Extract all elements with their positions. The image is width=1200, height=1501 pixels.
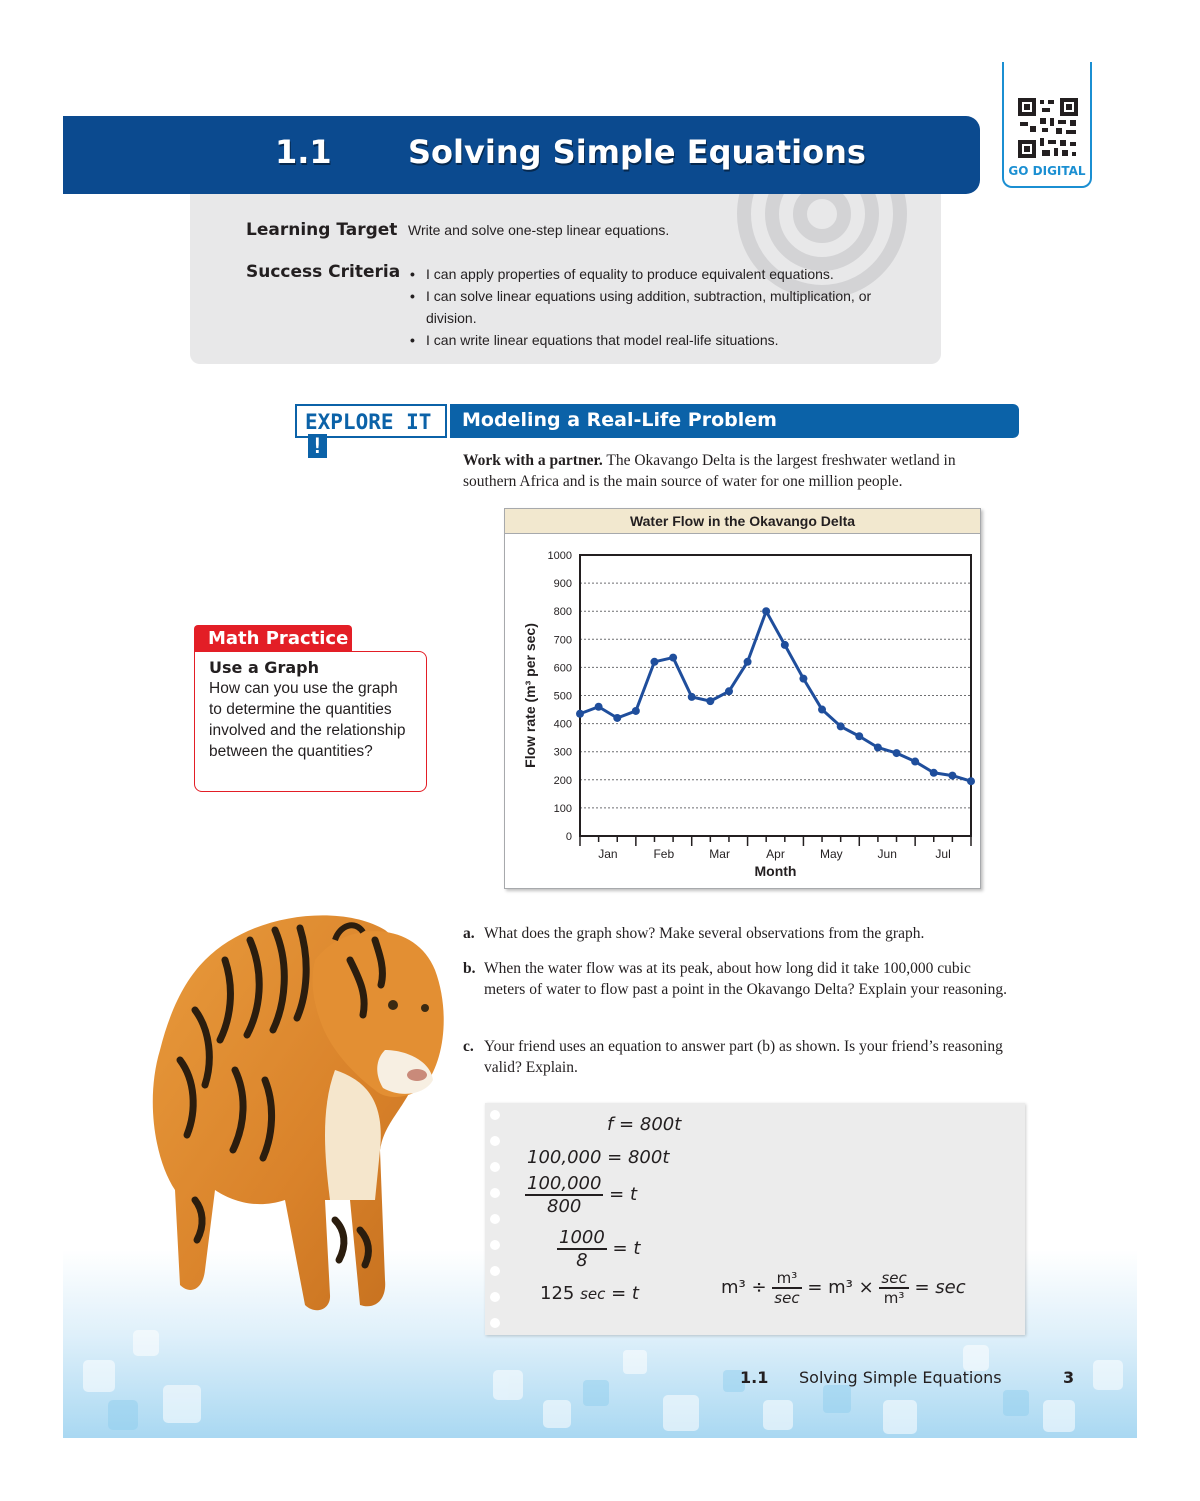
x-tick-label: Jun: [877, 847, 897, 861]
denominator: 800: [547, 1196, 582, 1217]
numerator: 100,000: [527, 1173, 602, 1194]
data-point: [762, 607, 770, 615]
equals-t: = t: [612, 1238, 641, 1259]
unit-sec: sec: [580, 1285, 606, 1303]
units-mid: = m³ ×: [807, 1277, 874, 1298]
x-tick-label: Jan: [598, 847, 618, 861]
question-letter: a.: [463, 925, 475, 942]
equals-t: = t: [609, 1184, 638, 1205]
explore-title: Modeling a Real-Life Problem: [450, 404, 1019, 438]
x-tick-label: May: [820, 847, 843, 861]
y-tick-label: 500: [553, 690, 572, 703]
data-point: [744, 658, 752, 666]
unit-analysis: [721, 1269, 966, 1307]
x-tick-label: Mar: [709, 847, 730, 861]
question-text: What does the graph show? Make several observations from the graph.: [484, 925, 925, 942]
data-point: [874, 743, 882, 751]
learning-target-label: Learning Target: [246, 220, 398, 240]
qr-code-icon: [1018, 98, 1078, 158]
go-digital-tab[interactable]: [1002, 62, 1092, 188]
friend-work-notepad: [485, 1103, 1025, 1335]
tiger-image: [135, 900, 455, 1340]
exclamation-icon: !: [308, 434, 327, 458]
explore-intro: [463, 450, 1011, 492]
numerator: sec: [881, 1269, 907, 1287]
y-tick-label: 1000: [547, 550, 572, 562]
question-a: [463, 923, 1023, 944]
explore-it-label: [295, 404, 447, 458]
data-point: [855, 732, 863, 740]
question-c: [463, 1036, 1013, 1078]
units-start: m³ ÷: [721, 1277, 767, 1298]
question-b: [463, 958, 1008, 1000]
data-point: [595, 703, 603, 711]
numerator: 1000: [559, 1227, 605, 1248]
fraction: [525, 1173, 603, 1217]
data-point: [799, 675, 807, 683]
equation-line-1: f = 800t: [607, 1114, 682, 1135]
y-tick-label: 100: [553, 802, 572, 815]
series-line: [580, 611, 971, 781]
y-tick-label: 900: [553, 578, 572, 591]
footer-title: Solving Simple Equations: [799, 1368, 1002, 1387]
data-point: [781, 641, 789, 649]
data-point: [632, 707, 640, 715]
y-tick-label: 700: [553, 634, 572, 647]
math-practice-box: [194, 651, 427, 792]
math-practice-text: How can you use the graph to determine the quantities involved and the relationship between the quantities?: [209, 680, 406, 760]
section-number: 1.1: [275, 133, 332, 171]
section-title: Solving Simple Equations: [408, 133, 866, 171]
chart-plot: [505, 509, 982, 890]
question-text: Your friend uses an equation to answer part (b) as shown. Is your friend’s reasoning valid? Explain.: [484, 1038, 1003, 1076]
binder-holes: [485, 1103, 505, 1335]
question-letter: c.: [463, 1038, 474, 1055]
data-point: [911, 758, 919, 766]
equation-line-2: 100,000 = 800t: [527, 1147, 670, 1168]
x-tick-label: Feb: [653, 847, 675, 861]
go-digital-label: GO DIGITAL: [1008, 164, 1086, 178]
page-number: 3: [1063, 1368, 1075, 1387]
equation-line-3: [525, 1173, 637, 1217]
learning-target-box: [190, 194, 941, 364]
value-125: 125: [540, 1283, 575, 1304]
data-point: [576, 710, 584, 718]
section-header: [63, 116, 980, 194]
denominator: 8: [576, 1250, 588, 1271]
data-point: [893, 749, 901, 757]
data-point: [967, 777, 975, 785]
data-point: [706, 697, 714, 705]
x-axis-label: Month: [754, 863, 797, 879]
intro-bold: Work with a partner.: [463, 452, 603, 469]
success-criterion: • I can solve linear equations using addition, subtraction, multiplication, or division.: [408, 285, 888, 329]
x-tick-label: Apr: [766, 847, 785, 861]
denominator: m³: [883, 1289, 905, 1307]
y-tick-label: 600: [553, 662, 572, 675]
x-tick-label: Jul: [935, 847, 951, 861]
fraction: [772, 1269, 801, 1307]
data-point: [818, 706, 826, 714]
equation-line-5: [540, 1283, 639, 1304]
success-criteria-label: Success Criteria: [246, 262, 401, 282]
fraction: [557, 1227, 607, 1271]
units-end: = sec: [914, 1277, 966, 1298]
equals-t: = t: [611, 1283, 639, 1304]
question-letter: b.: [463, 960, 476, 977]
y-tick-label: 400: [553, 718, 572, 731]
data-point: [669, 654, 677, 662]
equation-line-4: [557, 1227, 640, 1271]
data-point: [688, 693, 696, 701]
y-tick-label: 200: [553, 774, 572, 787]
y-tick-label: 300: [553, 746, 572, 759]
chart-title: Water Flow in the Okavango Delta: [505, 509, 980, 534]
question-text: When the water flow was at its peak, about how long did it take 100,000 cubic meters of water to flow past a point in the Okavango Delta? Explain your reasoning.: [484, 960, 1007, 998]
footer-section-number: 1.1: [740, 1368, 769, 1387]
math-practice-heading: Use a Graph: [209, 658, 319, 677]
data-point: [613, 714, 621, 722]
data-point: [650, 658, 658, 666]
fraction: [879, 1269, 908, 1307]
y-tick-label: 800: [553, 606, 572, 619]
explore-it-text: EXPLORE IT: [305, 410, 432, 434]
denominator: sec: [774, 1289, 800, 1307]
y-axis-label: Flow rate (m³ per sec): [522, 623, 538, 768]
numerator: m³: [772, 1269, 801, 1289]
data-point: [725, 687, 733, 695]
success-criteria-list: [408, 263, 888, 351]
y-tick-label: 0: [565, 831, 572, 843]
success-criterion: • I can write linear equations that model real-life situations.: [408, 329, 888, 351]
intro-text: The Okavango Delta is the largest freshwater wetland in southern Africa and is the main source of water for one million people.: [463, 452, 956, 490]
data-point: [930, 769, 938, 777]
data-point: [948, 772, 956, 780]
math-practice-tab: Math Practice: [194, 625, 352, 653]
learning-target-text: Write and solve one-step linear equations.: [408, 222, 670, 238]
data-point: [837, 722, 845, 730]
water-flow-chart: [504, 508, 981, 889]
success-criterion: • I can apply properties of equality to produce equivalent equations.: [408, 263, 888, 285]
